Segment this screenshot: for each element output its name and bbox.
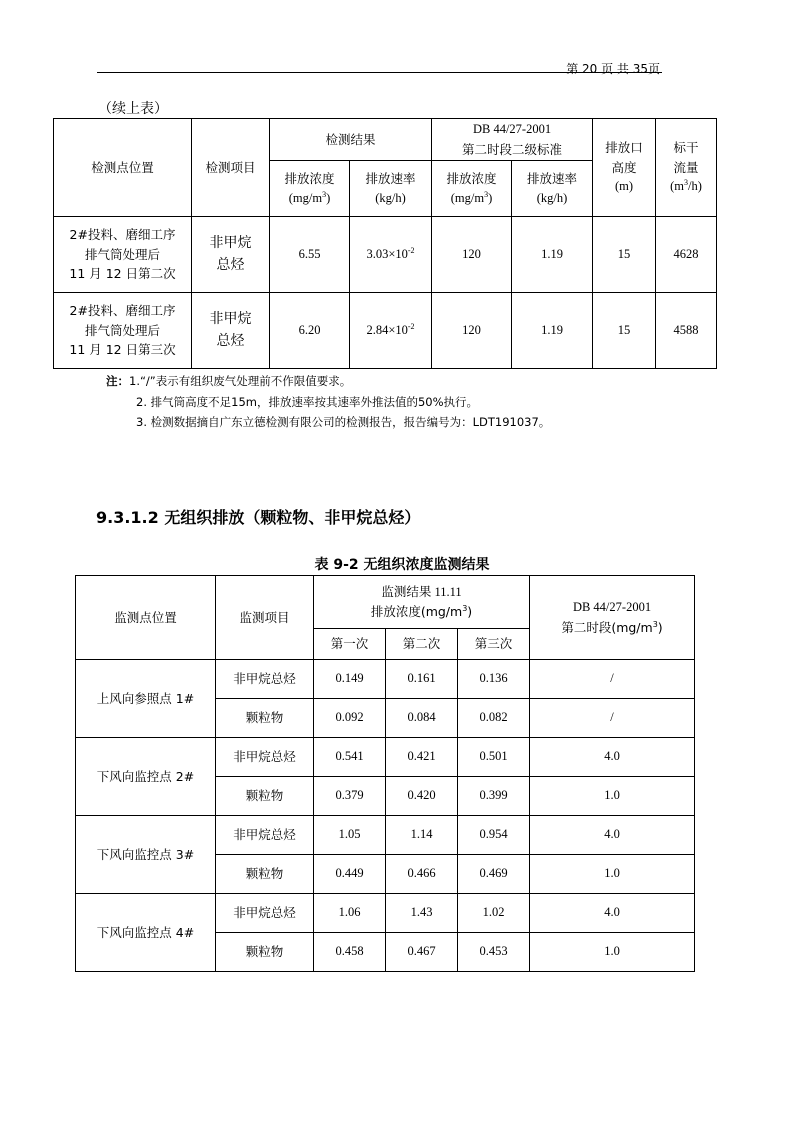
item-cell: 非甲烷 总烃 [192, 293, 270, 369]
value-cell: 0.954 [458, 816, 530, 855]
standard-cell: / [530, 660, 695, 699]
table-caption: 表 9-2 无组织浓度监测结果 [314, 557, 490, 573]
table-notes [106, 371, 550, 433]
value-cell: 0.082 [458, 699, 530, 738]
section-heading: 9.3.1.2 无组织排放（颗粒物、非甲烷总烃） [96, 508, 421, 527]
header-standard: DB 44/27-2001 第二时段二级标准 [432, 119, 593, 161]
header-rule [97, 72, 662, 73]
location-cell: 下风向监控点 2# [76, 738, 216, 816]
item-cell: 非甲烷总烃 [216, 660, 314, 699]
std-conc-cell: 120 [432, 293, 512, 369]
header-rate: 排放速率 (kg/h) [350, 161, 432, 217]
height-cell: 15 [593, 293, 656, 369]
value-cell: 0.467 [386, 933, 458, 972]
value-cell: 0.466 [386, 855, 458, 894]
flow-cell: 4628 [656, 217, 717, 293]
rate-cell: $3.03\times 10^{-2}$ [350, 217, 432, 293]
std-rate-cell: 1.19 [512, 293, 593, 369]
item-cell: 颗粒物 [216, 855, 314, 894]
value-cell: 0.399 [458, 777, 530, 816]
page-indicator: 第 20 页 共 35页 [566, 62, 660, 76]
location-cell: 下风向监控点 4# [76, 894, 216, 972]
header-flow: 标干 流量 $(m^3/h)$ [656, 119, 717, 217]
value-cell: 0.379 [314, 777, 386, 816]
table-row [76, 816, 695, 855]
value-cell: 0.458 [314, 933, 386, 972]
table-row [54, 293, 717, 369]
table-row [76, 894, 695, 933]
header-first: 第一次 [314, 629, 386, 660]
header-std-conc: 排放浓度 $(mg/m^3)$ [432, 161, 512, 217]
table-row [76, 738, 695, 777]
standard-cell: 1.0 [530, 933, 695, 972]
standard-cell: 4.0 [530, 816, 695, 855]
value-cell: 1.02 [458, 894, 530, 933]
header-results: 监测结果 11.11 排放浓度$(mg/m^3)$ [314, 576, 530, 629]
item-cell: 非甲烷总烃 [216, 894, 314, 933]
value-cell: 0.420 [386, 777, 458, 816]
rate-cell: $2.84\times 10^{-2}$ [350, 293, 432, 369]
value-cell: 0.149 [314, 660, 386, 699]
note-line-1: 注：1.“/”表示有组织废气处理前不作限值要求。 [106, 374, 352, 388]
value-cell: 0.084 [386, 699, 458, 738]
header-third: 第三次 [458, 629, 530, 660]
value-cell: 1.05 [314, 816, 386, 855]
standard-cell: 4.0 [530, 894, 695, 933]
value-cell: 0.453 [458, 933, 530, 972]
item-cell: 颗粒物 [216, 933, 314, 972]
header-item: 检测项目 [192, 119, 270, 217]
value-cell: 1.14 [386, 816, 458, 855]
value-cell: 0.421 [386, 738, 458, 777]
item-cell: 非甲烷总烃 [216, 738, 314, 777]
item-cell: 颗粒物 [216, 699, 314, 738]
location-cell: 下风向监控点 3# [76, 816, 216, 894]
continued-label: （续上表） [98, 101, 168, 117]
emission-table [53, 118, 717, 369]
value-cell: 0.469 [458, 855, 530, 894]
note-line-3: 3. 检测数据摘自广东立德检测有限公司的检测报告，报告编号为：LDT191037。 [136, 415, 551, 429]
height-cell: 15 [593, 217, 656, 293]
item-cell: 非甲烷 总烃 [192, 217, 270, 293]
value-cell: 0.161 [386, 660, 458, 699]
value-cell: 0.449 [314, 855, 386, 894]
header-location: 检测点位置 [54, 119, 192, 217]
value-cell: 0.541 [314, 738, 386, 777]
std-conc-cell: 120 [432, 217, 512, 293]
item-cell: 颗粒物 [216, 777, 314, 816]
header-item: 监测项目 [216, 576, 314, 660]
conc-cell: 6.55 [270, 217, 350, 293]
item-cell: 非甲烷总烃 [216, 816, 314, 855]
table-row [76, 660, 695, 699]
table-row [54, 217, 717, 293]
location-cell: 2#投料、磨细工序 排气筒处理后 11 月 12 日第三次 [54, 293, 192, 369]
header-standard: DB 44/27-2001 第二时段$(mg/m^3)$ [530, 576, 695, 660]
standard-cell: 4.0 [530, 738, 695, 777]
value-cell: 0.501 [458, 738, 530, 777]
standard-cell: 1.0 [530, 777, 695, 816]
std-rate-cell: 1.19 [512, 217, 593, 293]
value-cell: 1.06 [314, 894, 386, 933]
header-std-rate: 排放速率 (kg/h) [512, 161, 593, 217]
note-line-2: 2. 排气筒高度不足15m，排放速率按其速率外推法值的50%执行。 [136, 394, 479, 409]
value-cell: 1.43 [386, 894, 458, 933]
value-cell: 0.092 [314, 699, 386, 738]
conc-cell: 6.20 [270, 293, 350, 369]
value-cell: 0.136 [458, 660, 530, 699]
header-second: 第二次 [386, 629, 458, 660]
fugitive-emission-table [75, 575, 695, 972]
standard-cell: 1.0 [530, 855, 695, 894]
header-outlet-height: 排放口 高度 (m) [593, 119, 656, 217]
header-results: 检测结果 [270, 119, 432, 161]
header-location: 监测点位置 [76, 576, 216, 660]
header-conc: 排放浓度 $(mg/m^3)$ [270, 161, 350, 217]
location-cell: 上风向参照点 1# [76, 660, 216, 738]
flow-cell: 4588 [656, 293, 717, 369]
standard-cell: / [530, 699, 695, 738]
location-cell: 2#投料、磨细工序 排气筒处理后 11 月 12 日第二次 [54, 217, 192, 293]
